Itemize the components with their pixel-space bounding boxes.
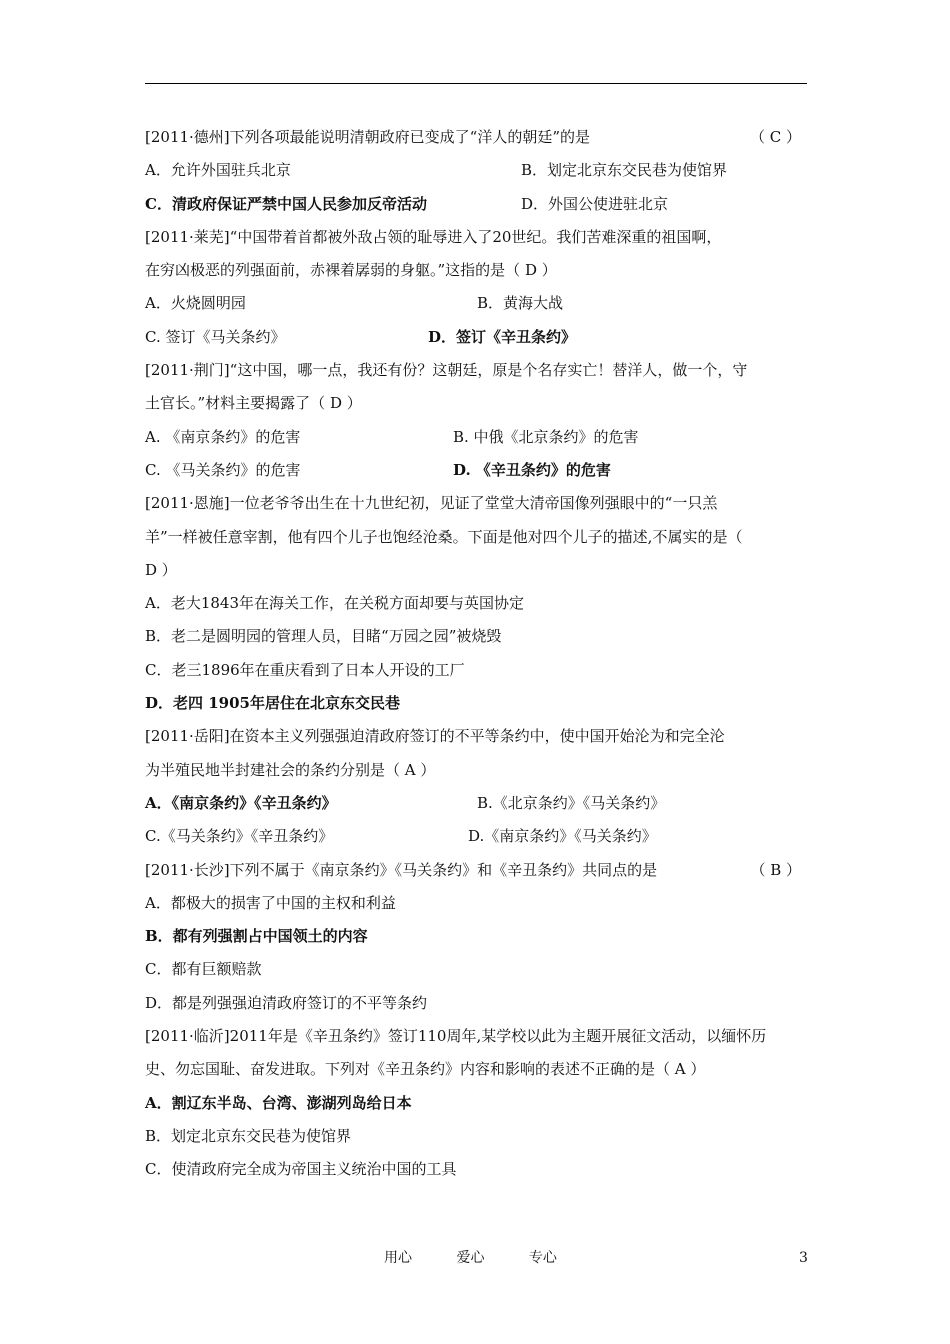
option-row bbox=[145, 1120, 807, 1153]
option-row bbox=[145, 321, 807, 354]
option-row bbox=[145, 620, 807, 653]
question-stem bbox=[145, 1020, 807, 1053]
option-a: A．火烧圆明园 bbox=[145, 294, 246, 313]
option-d: D.《南京条约》《马关条约》 bbox=[468, 827, 657, 846]
question-stem bbox=[145, 254, 807, 287]
question-list bbox=[145, 121, 807, 1187]
option-c: C．都有巨额赔款 bbox=[145, 960, 262, 979]
question-stem bbox=[145, 1053, 807, 1086]
option-a-correct: A．《南京条约》《辛丑条约》 bbox=[145, 793, 337, 812]
footer-motto bbox=[384, 1248, 597, 1268]
question-stem bbox=[145, 121, 807, 154]
question-text: [2011·临沂]2011年是《辛丑条约》签订110周年,某学校以此为主题开展征文活动，以缅怀历 bbox=[145, 1027, 767, 1046]
question-text: 史、勿忘国耻、奋发进取。下列对《辛丑条约》内容和影响的表述不正确的是（ A ） bbox=[145, 1060, 706, 1079]
option-b: B．老二是圆明园的管理人员，目睹“万园之园”被烧毁 bbox=[145, 627, 502, 646]
question-text: [2011·莱芜]“中国带着首都被外敌占领的耻辱进入了20世纪。我们苦难深重的祖国啊， bbox=[145, 227, 722, 246]
option-row bbox=[145, 953, 807, 986]
option-row bbox=[145, 1153, 807, 1186]
option-d-correct: D．签订《辛丑条约》 bbox=[428, 327, 577, 346]
option-b-correct: B．都有列强割占中国领土的内容 bbox=[145, 927, 368, 946]
option-c: C. 《马关条约》的危害 bbox=[145, 460, 301, 479]
option-row bbox=[145, 287, 807, 320]
option-row bbox=[145, 454, 807, 487]
option-row bbox=[145, 820, 807, 853]
page-footer bbox=[0, 1248, 950, 1268]
option-c: C. 签订《马关条约》 bbox=[145, 327, 286, 346]
motto-word: 爱心 bbox=[456, 1250, 485, 1266]
option-row bbox=[145, 154, 807, 187]
option-row bbox=[145, 1087, 807, 1120]
option-a-correct: A．割辽东半岛、台湾、澎湖列岛给日本 bbox=[145, 1093, 412, 1112]
question-stem bbox=[145, 854, 807, 887]
option-c: C.《马关条约》《辛丑条约》 bbox=[145, 827, 334, 846]
option-c: C．老三1896年在重庆看到了日本人开设的工厂 bbox=[145, 660, 465, 679]
question-text: [2011·恩施]一位老爷爷出生在十九世纪初，见证了堂堂大清帝国像列强眼中的“一只羔 bbox=[145, 494, 718, 513]
question-text: [2011·长沙]下列不属于《南京条约》《马关条约》和《辛丑条约》共同点的是 bbox=[145, 860, 658, 879]
option-row bbox=[145, 188, 807, 221]
header-rule bbox=[145, 83, 807, 84]
option-row bbox=[145, 987, 807, 1020]
option-row bbox=[145, 687, 807, 720]
question-text: [2011·德州]下列各项最能说明清朝政府已变成了“洋人的朝廷”的是 bbox=[145, 128, 590, 146]
question-stem bbox=[145, 521, 807, 554]
question-text: [2011·岳阳]在资本主义列强强迫清政府签订的不平等条约中，使中国开始沦为和完全沦 bbox=[145, 727, 725, 746]
question-text: 土官长。”材料主要揭露了（ D ） bbox=[145, 394, 362, 413]
option-a: A．允许外国驻兵北京 bbox=[145, 161, 291, 180]
question-stem bbox=[145, 487, 807, 520]
question-text: D ） bbox=[145, 560, 177, 579]
answer-mark: （ B ） bbox=[750, 860, 801, 879]
option-a: A．老大1843年在海关工作，在关税方面却要与英国协定 bbox=[145, 594, 525, 613]
option-row bbox=[145, 920, 807, 953]
option-row bbox=[145, 887, 807, 920]
option-b: B．划定北京东交民巷为使馆界 bbox=[145, 1126, 352, 1145]
option-row bbox=[145, 787, 807, 820]
motto-word: 用心 bbox=[384, 1250, 412, 1266]
question-stem bbox=[145, 387, 807, 420]
option-b: B．黄海大战 bbox=[477, 294, 564, 313]
option-row bbox=[145, 654, 807, 687]
option-c-correct: C．清政府保证严禁中国人民参加反帝活动 bbox=[145, 194, 427, 213]
question-text: 为半殖民地半封建社会的条约分别是（ A ） bbox=[145, 760, 436, 779]
option-b: B．划定北京东交民巷为使馆界 bbox=[521, 161, 728, 180]
option-row bbox=[145, 421, 807, 454]
motto-word: 专心 bbox=[528, 1250, 557, 1266]
question-stem bbox=[145, 754, 807, 787]
answer-mark: （ C ） bbox=[749, 128, 801, 146]
question-stem bbox=[145, 221, 807, 254]
option-a: A. 《南京条约》的危害 bbox=[145, 427, 301, 446]
option-b: B.《北京条约》《马关条约》 bbox=[477, 793, 666, 812]
option-a: A．都极大的损害了中国的主权和利益 bbox=[145, 893, 396, 912]
option-d-correct: D. 《辛丑条约》的危害 bbox=[453, 460, 611, 479]
page-number: 3 bbox=[799, 1250, 808, 1266]
option-c: C．使清政府完全成为帝国主义统治中国的工具 bbox=[145, 1160, 457, 1179]
question-stem bbox=[145, 354, 807, 387]
question-stem bbox=[145, 554, 807, 587]
option-row bbox=[145, 587, 807, 620]
question-stem bbox=[145, 720, 807, 753]
option-d: D．都是列强强迫清政府签订的不平等条约 bbox=[145, 993, 428, 1012]
option-d-correct: D．老四 1905年居住在北京东交民巷 bbox=[145, 694, 400, 713]
option-d: D．外国公使进驻北京 bbox=[521, 194, 669, 213]
option-b: B. 中俄《北京条约》的危害 bbox=[453, 427, 639, 446]
question-text: 羊”一样被任意宰割，他有四个儿子也饱经沧桑。下面是他对四个儿子的描述,不属实的是（ bbox=[145, 527, 743, 546]
question-text: [2011·荆门]“这中国，哪一点，我还有份？这朝廷，原是个名存实亡！替洋人，做一个，守 bbox=[145, 361, 748, 380]
question-text: 在穷凶极恶的列强面前，赤裸着孱弱的身躯。”这指的是（ D ） bbox=[145, 261, 557, 280]
